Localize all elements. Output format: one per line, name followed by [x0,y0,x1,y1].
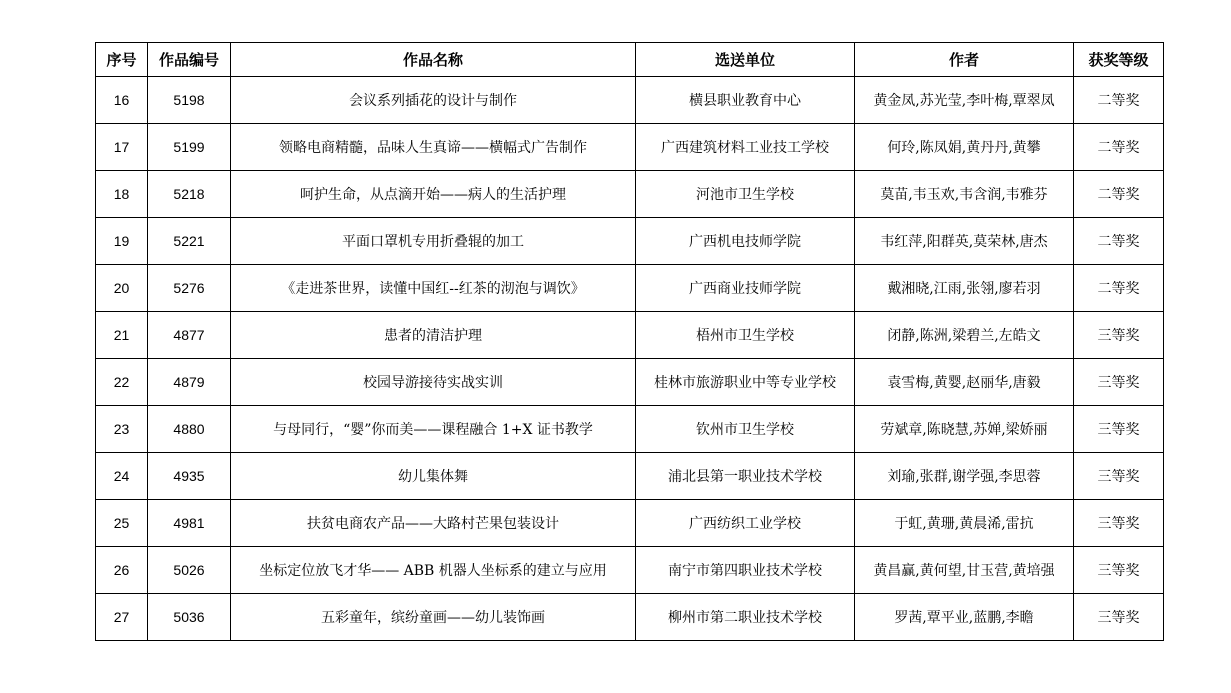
cell-school: 南宁市第四职业技术学校 [636,547,855,594]
cell-authors: 黄金凤,苏光莹,李叶梅,覃翠凤 [855,77,1074,124]
cell-authors: 黄昌赢,黄何望,甘玉营,黄培强 [855,547,1074,594]
table-body [96,77,1164,641]
cell-authors: 韦红萍,阳群英,莫荣林,唐杰 [855,218,1074,265]
cell-award-level: 三等奖 [1074,500,1164,547]
table-row [96,312,1164,359]
cell-authors: 袁雪梅,黄婴,赵丽华,唐毅 [855,359,1074,406]
table-row [96,359,1164,406]
cell-index: 23 [96,406,148,453]
header-index: 序号 [96,43,148,77]
cell-work-title: 坐标定位放飞才华—— ABB 机器人坐标系的建立与应用 [231,547,636,594]
cell-school: 广西纺织工业学校 [636,500,855,547]
cell-authors: 刘瑜,张群,谢学强,李思蓉 [855,453,1074,500]
cell-authors: 莫苗,韦玉欢,韦含润,韦雅芬 [855,171,1074,218]
cell-index: 26 [96,547,148,594]
cell-school: 桂林市旅游职业中等专业学校 [636,359,855,406]
cell-award-level: 三等奖 [1074,547,1164,594]
cell-school: 广西机电技师学院 [636,218,855,265]
cell-work-id: 5199 [148,124,231,171]
table-row [96,406,1164,453]
cell-work-id: 5276 [148,265,231,312]
cell-school: 横县职业教育中心 [636,77,855,124]
cell-index: 22 [96,359,148,406]
cell-award-level: 三等奖 [1074,312,1164,359]
cell-school: 钦州市卫生学校 [636,406,855,453]
cell-work-id: 4879 [148,359,231,406]
cell-work-id: 5221 [148,218,231,265]
table-row [96,77,1164,124]
cell-award-level: 二等奖 [1074,218,1164,265]
table-row [96,594,1164,641]
cell-work-title: 校园导游接待实战实训 [231,359,636,406]
cell-award-level: 三等奖 [1074,406,1164,453]
table-row [96,453,1164,500]
cell-index: 25 [96,500,148,547]
header-work-title: 作品名称 [231,43,636,77]
cell-work-id: 5036 [148,594,231,641]
cell-authors: 于虹,黄珊,黄晨浠,雷抗 [855,500,1074,547]
cell-index: 24 [96,453,148,500]
cell-work-title: 扶贫电商农产品——大路村芒果包装设计 [231,500,636,547]
cell-authors: 戴湘晓,江雨,张翎,廖若羽 [855,265,1074,312]
cell-authors: 罗茜,覃平业,蓝鹏,李瞻 [855,594,1074,641]
cell-award-level: 二等奖 [1074,77,1164,124]
cell-work-title: 会议系列插花的设计与制作 [231,77,636,124]
awards-table [95,42,1164,641]
cell-work-title: 领略电商精髓，品味人生真谛——横幅式广告制作 [231,124,636,171]
cell-authors: 闭静,陈洲,梁碧兰,左皓文 [855,312,1074,359]
cell-work-id: 5026 [148,547,231,594]
cell-work-id: 4935 [148,453,231,500]
table-row [96,265,1164,312]
cell-work-title: 平面口罩机专用折叠辊的加工 [231,218,636,265]
table-row [96,547,1164,594]
cell-award-level: 三等奖 [1074,594,1164,641]
cell-index: 17 [96,124,148,171]
header-work-id: 作品编号 [148,43,231,77]
cell-work-title: 幼儿集体舞 [231,453,636,500]
cell-school: 河池市卫生学校 [636,171,855,218]
table-row [96,171,1164,218]
cell-school: 浦北县第一职业技术学校 [636,453,855,500]
cell-work-title: 患者的清洁护理 [231,312,636,359]
cell-school: 广西商业技师学院 [636,265,855,312]
cell-index: 16 [96,77,148,124]
cell-award-level: 二等奖 [1074,171,1164,218]
header-row [96,43,1164,77]
cell-school: 梧州市卫生学校 [636,312,855,359]
table-row [96,500,1164,547]
table-row [96,218,1164,265]
header-award-level: 获奖等级 [1074,43,1164,77]
cell-authors: 劳斌章,陈晓慧,苏婵,梁娇丽 [855,406,1074,453]
cell-index: 21 [96,312,148,359]
cell-school: 柳州市第二职业技术学校 [636,594,855,641]
cell-index: 18 [96,171,148,218]
cell-index: 19 [96,218,148,265]
cell-school: 广西建筑材料工业技工学校 [636,124,855,171]
cell-work-id: 5198 [148,77,231,124]
cell-work-id: 4981 [148,500,231,547]
header-school: 选送单位 [636,43,855,77]
cell-index: 20 [96,265,148,312]
header-authors: 作者 [855,43,1074,77]
cell-work-title: 五彩童年，缤纷童画——幼儿装饰画 [231,594,636,641]
cell-work-title: 与母同行，“婴”你而美——课程融合 1+X 证书教学 [231,406,636,453]
cell-authors: 何玲,陈凤娟,黄丹丹,黄攀 [855,124,1074,171]
cell-work-id: 4877 [148,312,231,359]
cell-work-id: 4880 [148,406,231,453]
cell-award-level: 二等奖 [1074,265,1164,312]
cell-index: 27 [96,594,148,641]
cell-work-title: 呵护生命，从点滴开始——病人的生活护理 [231,171,636,218]
cell-award-level: 二等奖 [1074,124,1164,171]
cell-work-id: 5218 [148,171,231,218]
cell-work-title: 《走进茶世界，读懂中国红--红茶的沏泡与调饮》 [231,265,636,312]
table-row [96,124,1164,171]
cell-award-level: 三等奖 [1074,453,1164,500]
cell-award-level: 三等奖 [1074,359,1164,406]
